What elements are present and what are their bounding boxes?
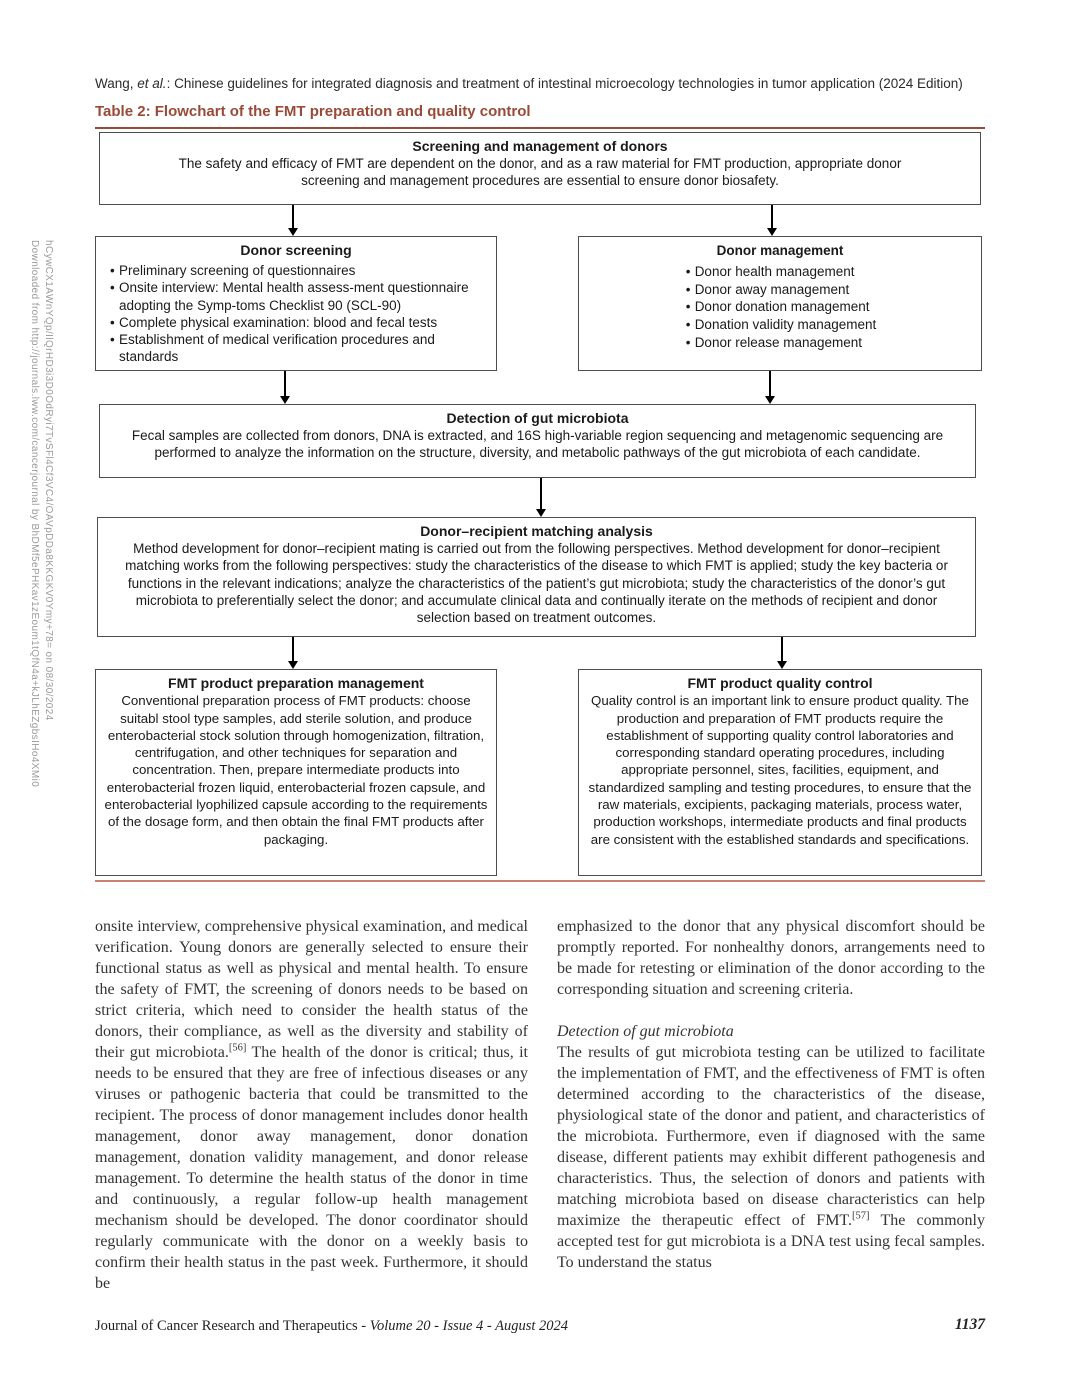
flow-box-donor-management xyxy=(578,236,982,371)
flow-box-donor-screening xyxy=(95,236,497,371)
watermark-line-2: hCywCX1AWnYQp/IlQrHD3i3D0OdRyi7TvSFl4Cf3VC4/OAVpDDa8KKGKV0Ymy+78= on 08/30/2024 xyxy=(43,240,54,721)
paragraph xyxy=(95,916,528,1294)
arrow-shaft xyxy=(292,637,293,662)
footer-journal-line xyxy=(95,1318,568,1335)
list-item xyxy=(684,263,877,281)
list-item xyxy=(684,281,877,299)
flow-arrow xyxy=(279,371,291,404)
flow-box-matching xyxy=(97,517,976,637)
bullet-icon: • xyxy=(110,314,115,330)
list-item xyxy=(684,316,877,334)
list-item-text: Onsite interview: Mental health assess-ment questionnaire adopting the Symp-toms Checklist 90 (SCL-90) xyxy=(119,280,469,313)
donor-management-list xyxy=(684,263,877,351)
list-item-text: Donor donation management xyxy=(694,299,870,315)
title-rule xyxy=(95,127,985,129)
box-body: Quality control is an important link to ensure product quality. The production and preparation of FMT products require the establishment of supporting quality control laboratories and corresponding standard operating procedures, including appropriate personnel, sites, facilities, equipment, and standardized sampling and testing procedures, to ensure that the raw materials, excipients, packaging materials, process water, production workshops, intermediate products and final products are consistent with the established standards and specifications. xyxy=(588,693,972,847)
arrow-head-icon xyxy=(777,661,787,669)
paragraph-text: The results of gut microbiota testing can be utilized to facilitate the implementation of FMT, and the effectiveness of FMT is often determined according to the characteristics of the disease, physiological state of the donor and patient, and characteristics of the microbiota. Furthermore, even if diagnosed with the same disease, different patients may exhibit different pathogenesis and characteristics. Thus, the selection of donors and patients with matching microbiota based on disease characteristics can help maximize the therapeutic effect of FMT. xyxy=(557,1044,985,1229)
body-column-left xyxy=(95,916,528,1294)
footer-issue-info: Volume 20 - Issue 4 - August 2024 xyxy=(369,1318,569,1334)
paragraph xyxy=(557,1042,985,1273)
flow-arrow xyxy=(766,205,778,236)
list-item-text: Preliminary screening of questionnaires xyxy=(119,263,356,279)
bullet-icon: • xyxy=(685,281,691,297)
bullet-icon: • xyxy=(110,332,115,348)
box-body: The safety and efficacy of FMT are dependent on the donor, and as a raw material for FMT production, appropriate donor screening and management procedures are essential to ensure donor biosafety. xyxy=(178,156,902,189)
list-item xyxy=(108,331,486,365)
list-item xyxy=(684,298,877,316)
flowchart-bottom-rule xyxy=(95,880,985,882)
flow-box-screening-management xyxy=(99,132,981,205)
arrow-shaft xyxy=(540,478,541,510)
watermark-line-1: Downloaded from http://journals.lww.com/cancerjournal by BhDMf5ePHKav1zEoum1tQfN4a+kJLhEZgbsIHo4XMi0 xyxy=(29,240,40,788)
list-item-text: Donor away management xyxy=(694,281,850,297)
flow-arrow xyxy=(287,637,299,669)
citation-57: [57] xyxy=(852,1210,870,1222)
box-title: Donor screening xyxy=(240,242,352,258)
flow-box-quality-control xyxy=(578,669,982,876)
arrow-shaft xyxy=(284,371,285,397)
section-subheading: Detection of gut microbiota xyxy=(557,1023,734,1040)
flow-box-detection xyxy=(99,404,976,478)
arrow-shaft xyxy=(292,205,293,229)
box-title: FMT product quality control xyxy=(687,675,873,691)
flow-arrow xyxy=(287,205,299,236)
flow-arrow xyxy=(776,637,788,669)
bullet-icon: • xyxy=(685,299,691,315)
footer-separator: - xyxy=(357,1318,370,1334)
flow-arrow xyxy=(764,371,776,404)
list-item xyxy=(108,314,486,331)
flow-box-preparation xyxy=(95,669,497,876)
list-item-text: Complete physical examination: blood and fecal tests xyxy=(119,314,438,330)
list-item-text: Establishment of medical verification procedures and standards xyxy=(119,332,435,365)
arrow-head-icon xyxy=(536,509,546,517)
body-column-right xyxy=(557,916,985,1273)
bullet-icon: • xyxy=(110,280,115,296)
citation-56: [56] xyxy=(228,1042,247,1054)
arrow-head-icon xyxy=(280,396,290,404)
paragraph-text: The commonly accepted test for gut microbiota is a DNA test using fecal samples. To understand the status xyxy=(557,1212,985,1271)
footer-page-number: 1137 xyxy=(954,1316,985,1333)
fmt-flowchart xyxy=(95,132,985,878)
arrow-head-icon xyxy=(765,396,775,404)
bullet-icon: • xyxy=(685,316,691,332)
paragraph-text: onsite interview, comprehensive physical examination, and medical verification. Young donors are generally selected to ensure their functional status as well as physical and mental health. To ensure the safety of FMT, the screening of donors needs to be based on strict criteria, which need to consider the health status of the donors, their compliance, as well as the diversity and stability of their gut microbiota. xyxy=(95,918,528,1061)
arrow-shaft xyxy=(769,371,770,397)
box-title: Donor management xyxy=(716,243,844,258)
footer-journal-name: Journal of Cancer Research and Therapeutics xyxy=(95,1318,358,1334)
bullet-icon: • xyxy=(685,334,691,350)
box-title: Screening and management of donors xyxy=(412,138,668,154)
running-head-etal: et al. xyxy=(137,76,167,91)
list-item xyxy=(108,279,486,313)
flow-arrow xyxy=(535,478,547,517)
donor-screening-list xyxy=(96,262,496,365)
paragraph-text: The health of the donor is critical; thus, it needs to be ensured that they are free of infectious diseases or any viruses or pathogenic bacteria that could be transmitted to the recipient. The process of donor management includes donor health management, donor away management, donor donation management, donation validity management, and donor release management. To determine the health status of the donor in time and continuously, a regular follow-up health management mechanism should be developed. The donor coordinator should regularly communicate with the donor on a weekly basis to confirm their health status in the past week. Furthermore, it should be xyxy=(95,1044,528,1292)
arrow-shaft xyxy=(781,637,782,662)
box-body: Fecal samples are collected from donors, DNA is extracted, and 16S high-variable region sequencing and metagenomic sequencing are performed to analyze the information on the structure, diversity, and metabolic pathways of the gut microbiota of each candidate. xyxy=(131,428,944,461)
table-title: Table 2: Flowchart of the FMT preparation and quality control xyxy=(95,103,531,120)
list-item-text: Donation validity management xyxy=(694,316,877,332)
arrow-head-icon xyxy=(288,228,298,236)
running-head-title: : Chinese guidelines for integrated diagnosis and treatment of intestinal microecology technologies in tumor application (2024 Edition) xyxy=(166,76,963,91)
arrow-head-icon xyxy=(767,228,777,236)
bullet-icon: • xyxy=(110,263,115,279)
arrow-head-icon xyxy=(288,661,298,669)
list-item xyxy=(684,334,877,352)
box-title: Donor–recipient matching analysis xyxy=(420,523,653,539)
box-title: FMT product preparation management xyxy=(168,675,424,691)
box-body: Conventional preparation process of FMT products: choose suitabl stool type samples, add sterile solution, and produce enterobacterial stock solution through homogenization, filtration, centrifugation, and other techniques for separation and concentration. Then, prepare intermediate products into enterobacterial frozen liquid, enterobacterial frozen capsule, and enterobacterial lyophilized capsule according to the requirements of the dosage form, and then obtain the final FMT products after packaging. xyxy=(104,693,488,847)
list-item xyxy=(108,262,486,279)
list-item-text: Donor health management xyxy=(694,264,855,280)
list-item-text: Donor release management xyxy=(694,334,863,350)
running-head-authors: Wang, xyxy=(95,76,138,91)
box-body: Method development for donor–recipient mating is carried out from the following perspectives. Method development for donor–recipient matching works from the following perspectives: study the characteristics of the disease to which FMT is applied; study the key bacteria or functions in the relevant indications; analyze the characteristics of the patient’s gut microbiota; study the characteristics of the donor’s gut microbiota to preferentially select the donor; and accumulate clinical data and continually iterate on the methods of recipient and donor selection based on treatment outcomes. xyxy=(125,541,948,626)
paragraph: emphasized to the donor that any physical discomfort should be promptly reported. For nonhealthy donors, arrangements need to be made for retesting or elimination of the donor according to the corresponding situation and screening criteria. xyxy=(557,918,985,998)
arrow-shaft xyxy=(771,205,772,229)
box-title: Detection of gut microbiota xyxy=(446,410,629,426)
bullet-icon: • xyxy=(685,264,691,280)
running-head xyxy=(95,76,985,91)
